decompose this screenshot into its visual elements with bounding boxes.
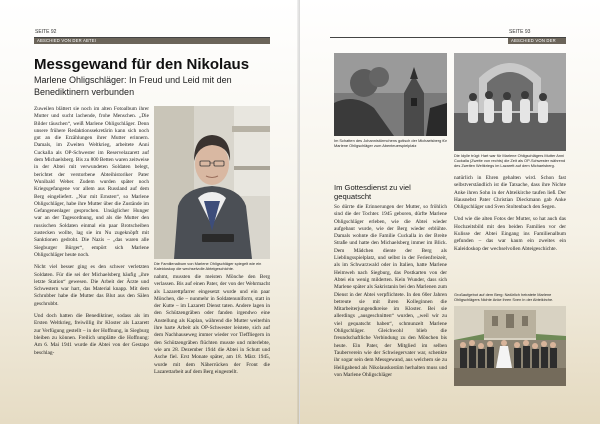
- page-number-left: SEITE 92: [35, 29, 57, 35]
- paragraph: natürlich in Ehren gehalten wird. Schon fast selbstverständlich ist die Tatsache, dass ihre Nichte Anke ihren Sohn in der Abteikirche taufen ließ. Der Hausnebst Pater Christian Dieckmann gab Anke Ohligschläger und Sven Stoltenbach den Segen.: [454, 175, 566, 211]
- section-bar-right: ABSCHIED VON DER ABTEI: [508, 38, 566, 44]
- section-subheading: Im Gottesdienst zu viel gequatscht: [334, 183, 411, 201]
- portrait-photo: [154, 106, 270, 259]
- paragraph: Und doch hatten die Benediktiner, sodass als im Ersten Weltkrieg, freiwillig ihr Kloster als Lazarett zur Verfügung gestellt – in der Hoffnung, in Siegburg bleiben zu können. Freilich umplätte die Hoffnung: Am 6. Mai 1941 wurde die Abtei von der Gestapo beschlag-: [34, 313, 149, 356]
- article-title: Messgewand für den Nikolaus: [34, 56, 250, 73]
- wedding-group-image: [454, 306, 566, 386]
- nurses-photo: [454, 53, 566, 151]
- paragraph: Zuweilen blättert sie noch im alten Fotoalbum ihrer Mutter und sucht lachende, frohe Menschen. „Die Bilder täuschen“, weiß Marlene Ohligschläger. Denn unsere frühere Redaktionssekretärin kann sich noch gut an die Erzählungen ihrer Mutter erinnern. Damals, im Zweiten Weltkrieg, arbeitete Anni Cuckalla als OP-Schwester im Reservelazarett auf dem Michaelsberg. Bis zu 800 Betten waren zeitweise in der Abtei mit verwundeten Soldaten belegt, berichtet der verstorbene Abteihistoriker Pater Wunibald Weber. Zudem wurden später noch Kriegsgefangene vor allem aus Russland auf dem Berg eingeliefert. „Nur mit Ernsten“, so Marlene Ohligschläger, habe ihre Mutter über die Zustände im Gefangenenlager gesprochen. Unsäglicher Hunger war an der Tagesordnung, und als die Mutter den russischen Soldaten einmal ein paar Brotscheiben zustecken wollte, lag sie im Nu zugeknöpft mit Sanktionen gedroht. Die Nazis – „das waren alle Siegburger Bürger“, empört sich Marlene Ohligschläger heute noch.: [34, 106, 149, 258]
- wedding-caption: Großaufgebot auf dem Berg: Natürlich heiratete Marlene Ohligschlägers Nichte Anke ihren Sven in der Abteikirche.: [454, 292, 554, 302]
- text-column-1: [34, 106, 149, 418]
- right-page: [300, 0, 600, 424]
- portrait-caption: Die Familienalbum von Marlene Ohligschläger spiegelt wie ein Kaleidoskop die wechselvolle Abteigeschichte.: [154, 261, 262, 271]
- portrait-image: [154, 106, 270, 259]
- wedding-group-photo: [454, 306, 566, 386]
- church-tower-photo: [334, 53, 447, 136]
- nurses-caption: Die Idylle trügt: Hart war für Marlene Ohligschlägers Mutter Anni Cuckalla (Zweite von rechts) die Zeit als OP-Schwester während des Zweiten Weltkriegs im Lazarett auf dem Michaelsberg.: [454, 153, 566, 168]
- paragraph: So dürrte die Erinnerungen der Mutter, so fröhlich sind die der Tochter. 1945 geboren, dürfte Marlene Ohligschläger erleben, wie die Abtei wieder aufgebaut wurde, wie der Berg wieder erblühte. Damals wohnte die Familie Cuckalla in der Breite Straße und hatte den Michaelsberg immer im Blick. Dem Mädchen diente der Berg als Lieblingsspielplatz, und selbst in der Ferienfreizeit, als im Schwarzwald oder in Italien, hatte Marlene Heimweh nach Siegburg, das Postkarten von der Abtei ein wenig milderten. Kein Wunder, dass sich Marlene später als Sakristanin bei den Marlenen zum Dienst in der Abtei verpflichtete. In den 60er Jahren betreute sie mit ihren Kolleginnen die Mitarbeiterjungendkreise im Kloster. Bei sie allerdings „ausgeschnitten“ wurden, „weil wir zu viel gequatscht haben“, schmunzelt Marlene Ohligschläger. Gleichwohl blieb die freundschaftliche Verbindung zu den Mönchen bis heute. Ein Pater, der Mitglied im selben Tauberverein wie der Schwiegervater war, schenkte ihr sogar sein dem Messgewand, aus welchem sie zu Heiligabend als Nikolauskostüm herhalten muss und von Marlene Ohligschläger: [334, 204, 447, 378]
- text-column-2: [154, 274, 270, 420]
- paragraph: Und wie die alten Fotos der Mutter, so hat auch das Hochzeitsbild mit den beiden Familien vor der Kulisse der Abtei Eingang ins Familienalbum gefunden – das war kaum ein zweites ein Kaleidoskop der wechselvollen Abteigeschichte.: [454, 216, 566, 252]
- article-subtitle: Marlene Ohligschläger: In Freud und Leid mit den Benediktinern verbunden: [34, 75, 232, 97]
- page-number-right: SEITE 93: [509, 29, 531, 35]
- section-bar-left: ABSCHIED VON DER ABTEI: [34, 38, 270, 44]
- nurses-image: [454, 53, 566, 151]
- paragraph: Nicht viel besser ging es den schwer verletzten Soldaten. Für die sei der Michaelsberg häufig „ihre letzte Station“ gewesen. Die Arbeit der Ärzte und Schwestern war hart, das Material knapp. Mit dem Schrubber habe die Mutter das Blut aus den Sälen geschrubbt.: [34, 264, 149, 307]
- left-page: [0, 0, 299, 424]
- tower-caption: Im Schatten des Johannistürmchens gotisch der Michaelsberg für Marlene Ohligschläger zum Abenteuerspielplatz: [334, 138, 447, 148]
- church-tower-image: [334, 53, 447, 136]
- paragraph: nahmt, mussten die meisten Mönche den Berg verlassen. Bis auf einen Pater, der von der Wehrmacht als Lazarettpfarrer eingesetzt wurde und ein paar Mönchen, die – nunmehr in Soldatenuniform, statt in der Kutte – im Lazarett Dienst taten. Andere lagen in den Schützengräben oder fanden irgendwo eine Anstellung als Kaplan, während die Mutter weiterhin ihre harte Arbeit als OP-Schwester leistete, sich auf dem Nachhauseweg immer wieder vor Tieffliegern in den Schützengräben flüchten musste und miterlebte, wie am 28. Dezember 1944 die Abtei in Schutt und Asche fiel. Erst Monate später, am 18. März 1945, wurde mit dem Näherrücken der Front die Lazarettarbeit auf dem Berg eingestellt.: [154, 274, 270, 375]
- text-column-4: [454, 175, 566, 267]
- text-column-3: [334, 204, 447, 420]
